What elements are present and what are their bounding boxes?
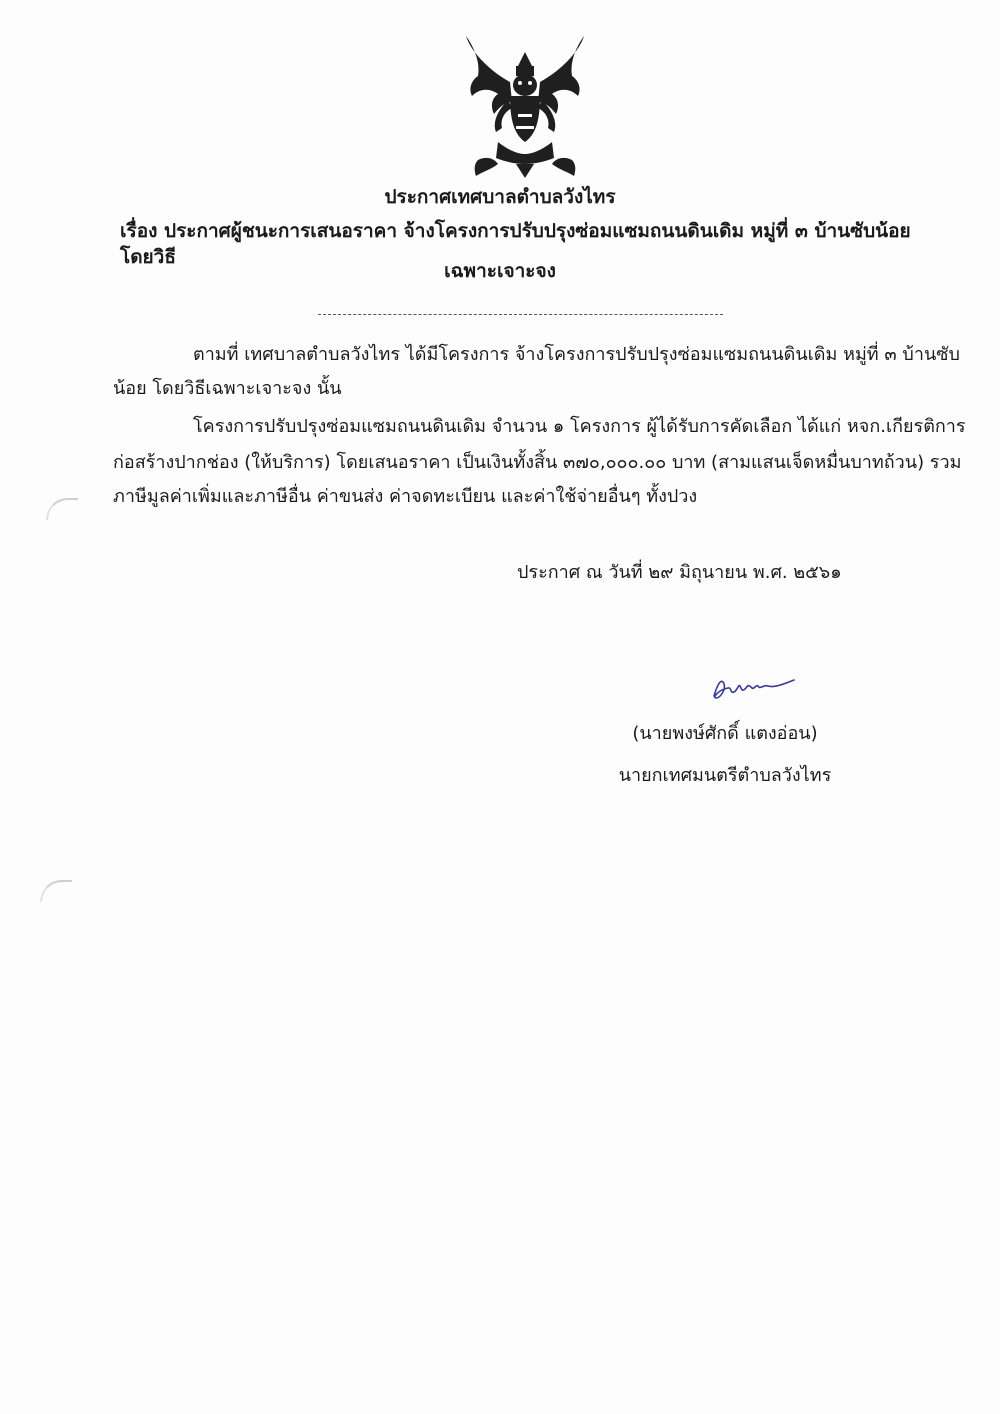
signature-icon (708, 668, 798, 704)
punch-hole-mark (40, 880, 72, 902)
paragraph-2-line-3: ภาษีมูลค่าเพิ่มและภาษีอื่น ค่าขนส่ง ค่าจดทะเบียน และค่าใช้จ่ายอื่นๆ ทั้งปวง (113, 486, 698, 507)
paragraph-2-line-1: โครงการปรับปรุงซ่อมแซมถนนดินเดิม จำนวน ๑ โครงการ ผู้ได้รับการคัดเลือก ได้แก่ หจก.เกียรติการ (193, 416, 966, 437)
signer-name: (นายพงษ์ศักดิ์ แตงอ่อน) (632, 723, 818, 744)
subject-line-2: เฉพาะเจาะจง (444, 260, 556, 282)
announcement-date: ประกาศ ณ วันที่ ๒๙ มิถุนายน พ.ศ. ๒๕๖๑ (517, 562, 842, 583)
paragraph-1-line-2: น้อย โดยวิธีเฉพาะเจาะจง นั้น (113, 378, 342, 399)
document-title: ประกาศเทศบาลตำบลวังไทร (384, 186, 616, 208)
signer-position: นายกเทศมนตรีตำบลวังไทร (618, 765, 832, 786)
subject-line-1: เรื่อง ประกาศผู้ชนะการเสนอราคา จ้างโครงการปรับปรุงซ่อมแซมถนนดินเดิม หมู่ที่ ๓ บ้านซับน้อย โดยวิธี (120, 220, 911, 268)
punch-hole-mark (46, 498, 78, 520)
paragraph-2-line-2: ก่อสร้างปากช่อง (ให้บริการ) โดยเสนอราคา เป็นเงินทั้งสิ้น ๓๗๐,๐๐๐.๐๐ บาท (สามแสนเจ็ดหมื่นบาทถ้วน) รวม (113, 452, 962, 473)
divider (318, 314, 723, 315)
garuda-emblem-icon (458, 30, 592, 180)
paragraph-1-line-1: ตามที่ เทศบาลตำบลวังไทร ได้มีโครงการ จ้างโครงการปรับปรุงซ่อมแซมถนนดินเดิม หมู่ที่ ๓ บ้านซับ (193, 344, 960, 365)
